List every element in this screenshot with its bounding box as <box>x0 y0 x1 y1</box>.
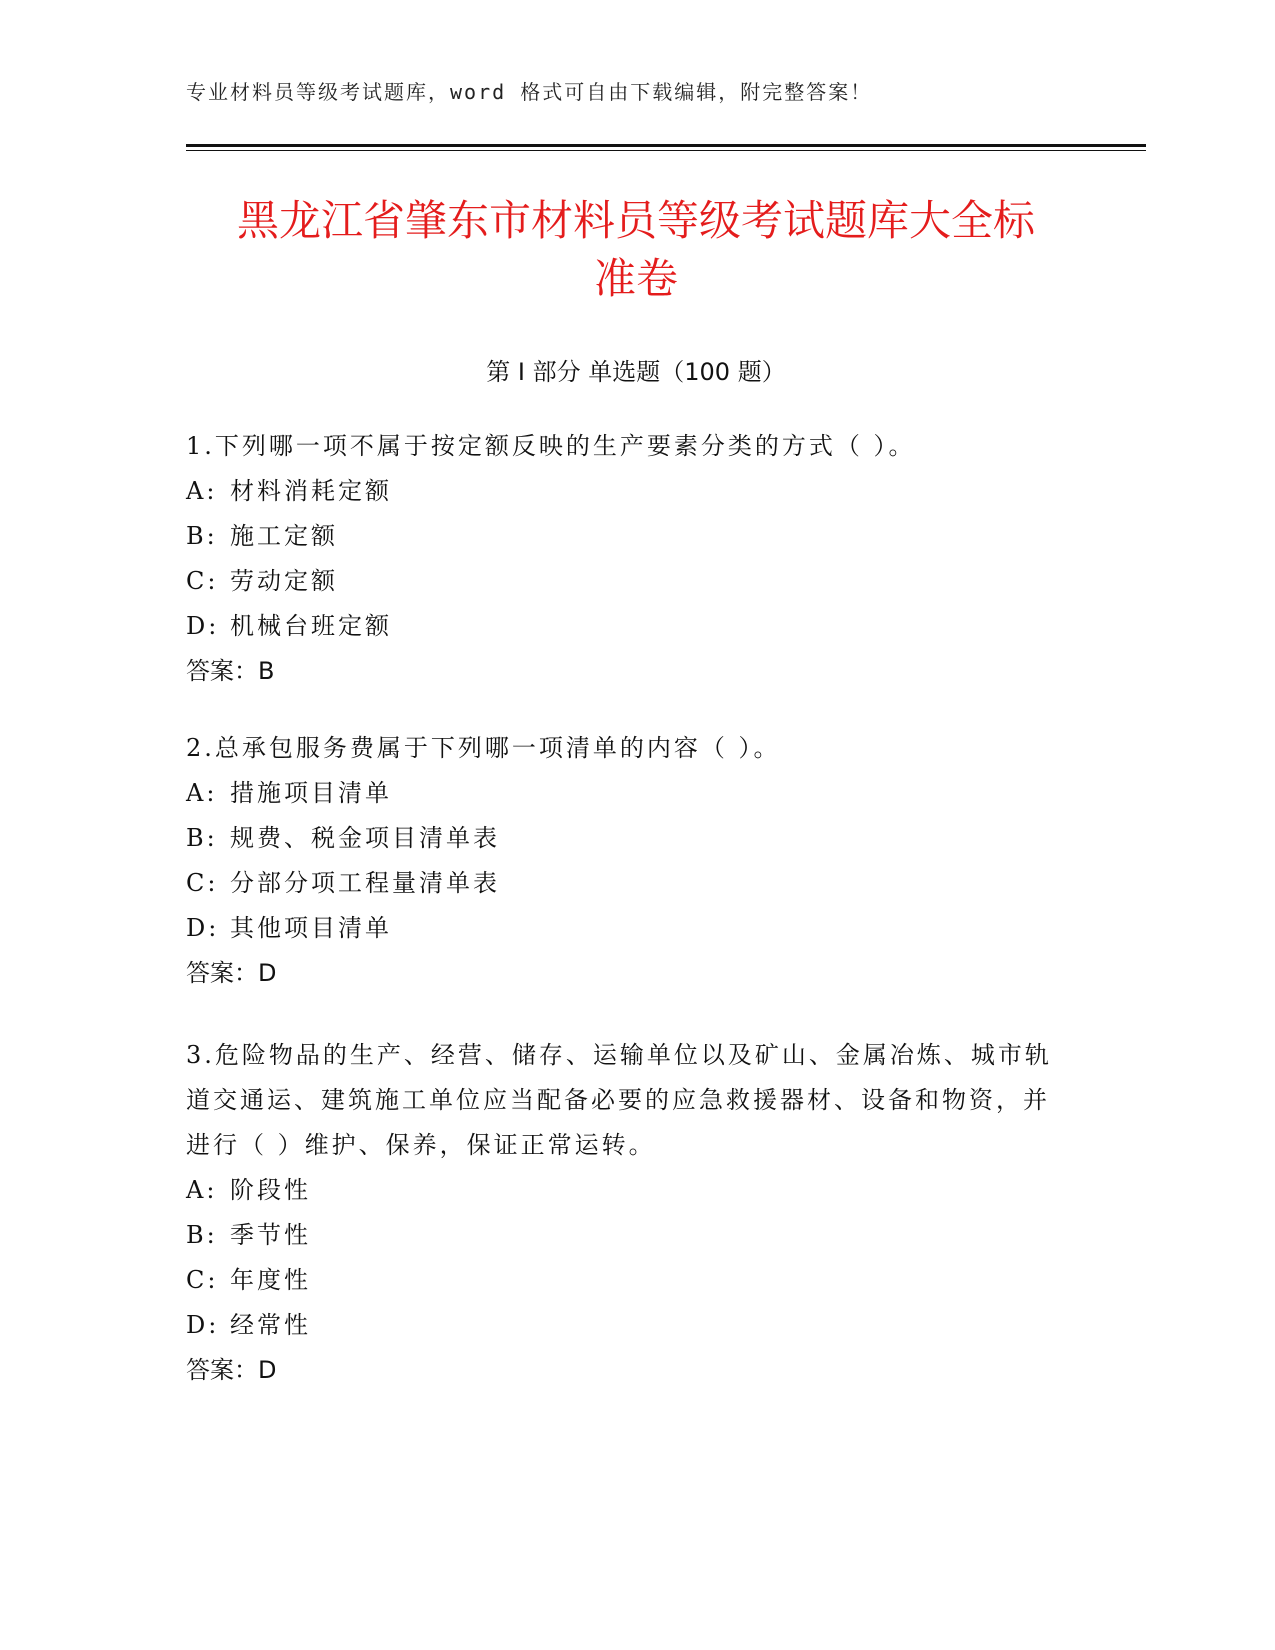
question-stem: 1.下列哪一项不属于按定额反映的生产要素分类的方式（ ）。 <box>186 432 916 460</box>
option-key: C: <box>186 1266 219 1294</box>
option-key: D: <box>186 612 220 640</box>
option-d <box>186 1303 1066 1348</box>
answer: 答案：D <box>186 959 277 987</box>
option-text: 措施项目清单 <box>230 779 392 807</box>
option-b <box>186 816 1066 861</box>
option-d <box>186 604 1066 649</box>
document-title-line-2: 准卷 <box>593 254 678 303</box>
option-c <box>186 1258 1066 1303</box>
option-key: D: <box>186 1311 220 1339</box>
option-text: 其他项目清单 <box>230 914 392 942</box>
option-key: A: <box>186 779 218 807</box>
option-key: C: <box>186 869 219 897</box>
option-key: C: <box>186 567 219 595</box>
option-text: 施工定额 <box>230 522 338 550</box>
option-text: 分部分项工程量清单表 <box>230 869 500 897</box>
question-2 <box>186 726 1066 996</box>
option-text: 机械台班定额 <box>230 612 392 640</box>
header-rule-thin <box>186 150 1146 151</box>
option-a <box>186 1168 1066 1213</box>
option-key: A: <box>186 477 218 505</box>
option-text: 年度性 <box>230 1266 311 1294</box>
option-text: 季节性 <box>230 1221 311 1249</box>
question-stem: 3.危险物品的生产、经营、储存、运输单位以及矿山、金属冶炼、城市轨道交通运、建筑施工单位应当配备必要的应急救援器材、设备和物资，并进行（ ）维护、保养，保证正常运转。 <box>186 1041 1052 1159</box>
option-text: 规费、税金项目清单表 <box>230 824 500 852</box>
option-text: 材料消耗定额 <box>230 477 392 505</box>
section-title: 第 I 部分 单选题（100 题） <box>486 358 786 386</box>
option-key: B: <box>186 522 218 550</box>
question-3 <box>186 1033 1066 1393</box>
header-rule-thick <box>186 144 1146 147</box>
option-a <box>186 771 1066 816</box>
option-a <box>186 469 1066 514</box>
option-key: B: <box>186 1221 218 1249</box>
option-d <box>186 906 1066 951</box>
option-c <box>186 559 1066 604</box>
option-key: B: <box>186 824 218 852</box>
option-b <box>186 1213 1066 1258</box>
question-1 <box>186 424 1066 694</box>
option-text: 劳动定额 <box>230 567 338 595</box>
option-key: A: <box>186 1176 218 1204</box>
document-title-line-1: 黑龙江省肇东市材料员等级考试题库大全标 <box>236 196 1035 245</box>
option-b <box>186 514 1066 559</box>
answer: 答案：D <box>186 1356 277 1384</box>
option-text: 阶段性 <box>230 1176 311 1204</box>
option-text: 经常性 <box>230 1311 311 1339</box>
option-key: D: <box>186 914 220 942</box>
document-title <box>186 192 1086 308</box>
option-c <box>186 861 1066 906</box>
header-note: 专业材料员等级考试题库，word 格式可自由下载编辑，附完整答案！ <box>186 80 873 104</box>
question-stem: 2.总承包服务费属于下列哪一项清单的内容（ ）。 <box>186 734 781 762</box>
answer: 答案：B <box>186 657 275 685</box>
